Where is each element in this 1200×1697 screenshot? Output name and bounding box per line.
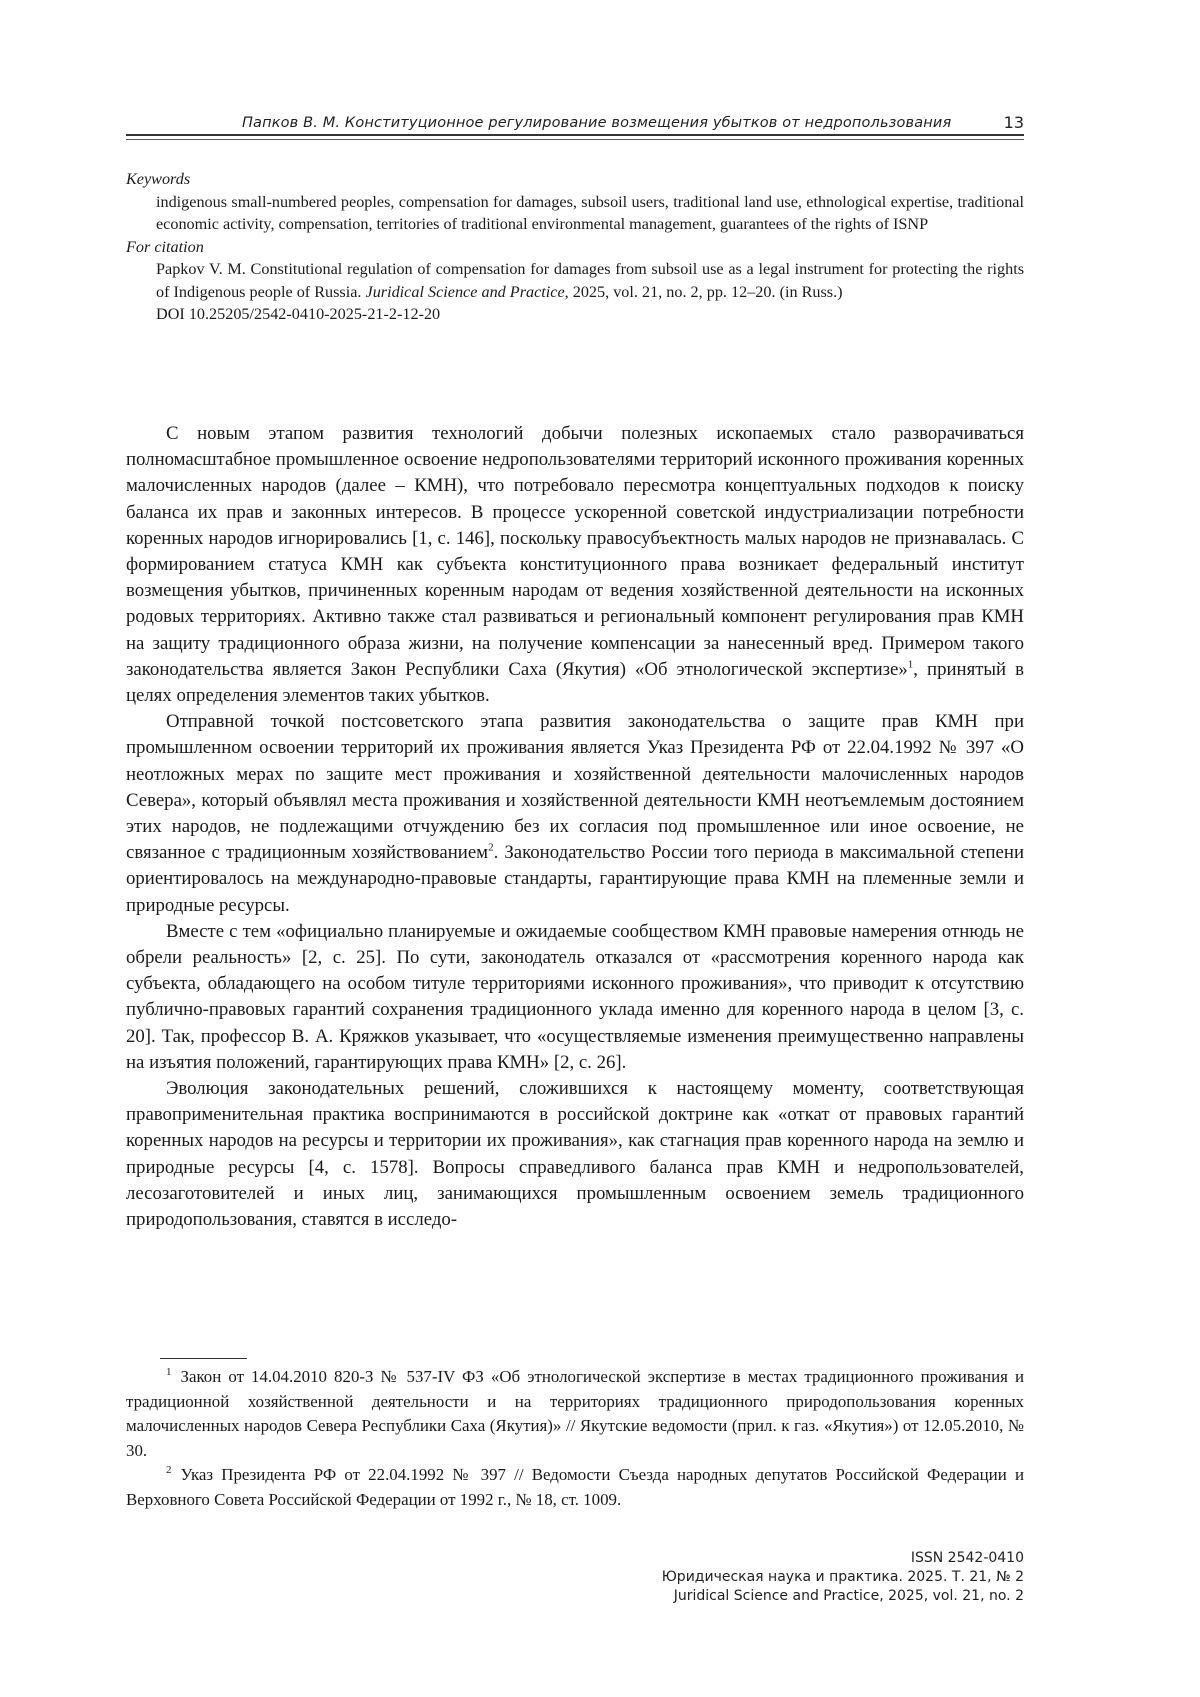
paragraph-1-text-a: С новым этапом развития технологий добычи полезных ископаемых стало разворачиваться полномасштабное промышленное освоение недропользователями территорий исконного проживания коренных малочисленных народов (далее – КМН), что потребовало пересмотра концептуальных подходов к поиску баланса их прав и законных интересов. В процессе ускоренной советской индустриализации потребности коренных народов игнорировались [1, с. 146], поскольку правосубъектность малых народов не признавалась. С формированием статуса КМН как субъекта конституционного права возникает федеральный институт возмещения убытков, причиненных коренным народам от ведения хозяйственной деятельности на исконных родовых территориях. Активно также стал развиваться и региональный компонент регулирования прав КМН на защиту традиционного образа жизни, на получение компенсации за нанесенный вред. Примером такого законодательства является Закон Республики Саха (Якутия) «Об этнологической экспертизе»	[126, 423, 1024, 680]
footnote-mark-1: 1	[166, 1366, 172, 1379]
paragraph-2-text-b: . Законодательство России того периода в максимальной степени ориентировалось на международно-правовые стандарты, гарантирующие права КМН на племенные земли и природные ресурсы.	[126, 842, 1024, 916]
citation-text	[156, 258, 1024, 303]
footer-journal-en: Juridical Science and Practice, 2025, vol. 21, no. 2	[673, 1588, 1024, 1604]
paragraph-2-text-a: Отправной точкой постсоветского этапа развития законодательства о защите прав КМН при промышленном освоении территорий их проживания является Указ Президента РФ от 22.04.1992 № 397 «О неотложных мерах по защите мест проживания и хозяйственной деятельности малочисленных народов Севера», который объявлял места проживания и хозяйственной деятельности КМН неотъемлемым достоянием этих народов, не подлежащими отчуждению без их согласия под промышленное или иное освоение, не связанное с традиционным хозяйствованием	[126, 711, 1024, 864]
citation-doi: DOI 10.25205/2542-0410-2025-21-2-12-20	[156, 305, 441, 323]
paragraph-1	[126, 421, 1024, 709]
keywords-text: indigenous small-numbered peoples, compensation for damages, subsoil users, traditional land use, ethnological expertise, traditional economic activity, compensation, territories of traditional environmental management, guarantees of the rights of ISNP	[156, 192, 1024, 233]
citation-text-part2: , 2025, vol. 21, no. 2, pp. 12–20. (in Russ.)	[564, 282, 843, 301]
page-footer	[662, 1549, 1024, 1606]
running-title: Папков В. М. Конституционное регулирование возмещения убытков от недропользования	[242, 115, 952, 131]
footnote-2	[126, 1463, 1024, 1512]
paragraph-3: Вместе с тем «официально планируемые и ожидаемые сообществом КМН правовые намерения отнюдь не обрели реальность» [2, с. 25]. По сути, законодатель отказался от «рассмотрения коренного народа как субъекта, обладающего на особом титуле территориями исконного проживания», что приводит к отсутствию публично-правовых гарантий сохранения традиционного уклада именно для коренного народа в целом [3, с. 20]. Так, профессор В. А. Кряжков указывает, что «осуществляемые изменения преимущественно направлены на изъятия положений, гарантирующих права КМН» [2, с. 26].	[126, 920, 1024, 1073]
main-text	[126, 421, 1024, 1233]
footnote-ref-2[interactable]: 2	[488, 841, 494, 854]
footnote-2-text: Указ Президента РФ от 22.04.1992 № 397 // Ведомости Съезда народных депутатов Российской Федерации и Верховного Совета Российской Федерации от 1992 г., № 18, ст. 1009.	[126, 1465, 1024, 1509]
header-rule-thick	[126, 134, 1024, 136]
running-header	[126, 112, 1024, 136]
page-number: 13	[1003, 113, 1024, 132]
footnote-1	[126, 1365, 1024, 1463]
citation-journal: Juridical Science and Practice	[365, 282, 565, 301]
paragraph-2	[126, 709, 1024, 919]
footnotes	[126, 1365, 1024, 1512]
footer-journal-ru: Юридическая наука и практика. 2025. Т. 21, № 2	[661, 1569, 1024, 1585]
paragraph-4: Эволюция законодательных решений, сложившихся к настоящему моменту, соответствующая правоприменительная практика воспринимаются в российской доктрине как «откат от правовых гарантий коренных народов на ресурсы и территории их проживания», как стагнация прав коренного народа на землю и природные ресурсы [4, с. 1578]. Вопросы справедливого баланса прав КМН и недропользователей, лесозаготовителей и иных лиц, занимающихся промышленным освоением земель традиционного природопользования, ставятся в исследо-	[126, 1078, 1024, 1231]
paragraph-1-text-b: , принятый в целях определения элементов таких убытков.	[126, 658, 1024, 707]
header-rule-thin	[126, 139, 1024, 140]
keywords-label: Keywords	[126, 170, 191, 188]
citation-text-part1: Papkov V. M. Constitutional regulation of compensation for damages from subsoil use as a legal instrument for protecting the rights of Indigenous people of Russia.	[156, 260, 1024, 301]
metadata-block	[126, 168, 1024, 326]
footnote-mark-2: 2	[166, 1464, 172, 1477]
footer-issn: ISSN 2542-0410	[910, 1550, 1024, 1566]
footnote-ref-1[interactable]: 1	[907, 658, 914, 671]
citation-label: For citation	[126, 237, 204, 256]
footnote-separator	[160, 1358, 247, 1359]
footnote-1-text: Закон от 14.04.2010 820-З № 537-IV ФЗ «Об этнологической экспертизе в местах традиционного проживания и традиционной хозяйственной деятельности и на территориях традиционного природопользования коренных малочисленных народов Севера Республики Саха (Якутия)» // Якутские ведомости (прил. к газ. «Якутия») от 12.05.2010, № 30.	[126, 1367, 1024, 1460]
